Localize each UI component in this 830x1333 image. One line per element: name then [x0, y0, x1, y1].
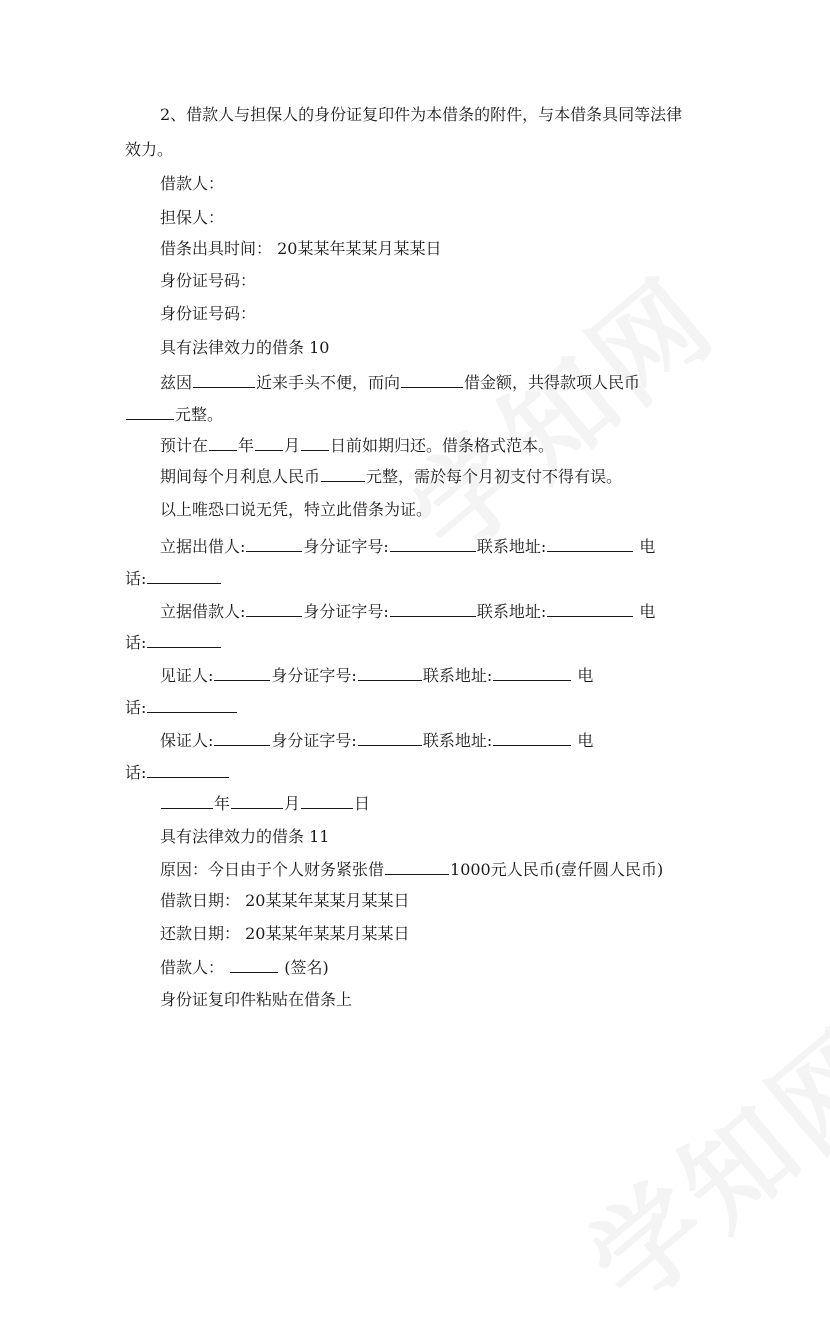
guarantor-label: 担保人： [160, 208, 225, 227]
borrower-signature-line: 借款人： (签名) [160, 958, 329, 977]
guarantor-phone-line: 话: [125, 761, 715, 784]
borrower-label: 借款人： [160, 174, 225, 193]
witness-line: 见证人: 身分证字号: 联系地址: 电 [160, 666, 594, 685]
borrower-phone-line: 话: [125, 631, 715, 654]
guarantor-line: 保证人: 身分证字号: 联系地址: 电 [160, 731, 594, 750]
lender-phone-line: 话: [125, 567, 715, 590]
repay-date-line: 还款日期： 20某某年某某月某某日 [160, 924, 410, 943]
lender-line: 立据出借人: 身分证字号: 联系地址: 电 [160, 537, 656, 556]
reason-line: 原因：今日由于个人财务紧张借 1000元人民币(壹仟圆人民币) [160, 860, 664, 879]
loan-date-line: 借款日期： 20某某年某某月某某日 [160, 891, 410, 910]
amount-line: 元整。 [125, 403, 715, 426]
witness-phone-line: 话: [125, 696, 715, 719]
section-heading: 具有法律效力的借条 10 [160, 338, 330, 357]
id-number-label: 身份证号码： [160, 271, 257, 290]
borrower-line: 立据借款人: 身分证字号: 联系地址: 电 [160, 602, 656, 621]
id-number-label: 身份证号码： [160, 304, 257, 323]
paragraph-line: 2、借款人与担保人的身份证复印件为本借条的附件，与本借条具同等法律 [160, 105, 683, 124]
watermark [551, 985, 830, 1333]
interest-line: 期间每个月利息人民币 元整，需於每个月初支付不得有误。 [160, 467, 623, 486]
closing-statement: 以上唯恐口说无凭，特立此借条为证。 [160, 500, 433, 519]
paragraph-line: 效力。 [125, 140, 174, 159]
issue-date-line: 借条出具时间： 20某某年某某月某某日 [160, 239, 442, 258]
signing-date-line: 年 月 日 [160, 792, 720, 815]
section-heading: 具有法律效力的借条 11 [160, 827, 330, 846]
reason-line: 兹因 近来手头不便，而向 借金额，共得款项人民币 [160, 373, 641, 392]
id-copy-note: 身份证复印件粘贴在借条上 [160, 990, 353, 1009]
repay-date-line: 预计在 年 月 日前如期归还。借条格式范本。 [160, 436, 555, 455]
